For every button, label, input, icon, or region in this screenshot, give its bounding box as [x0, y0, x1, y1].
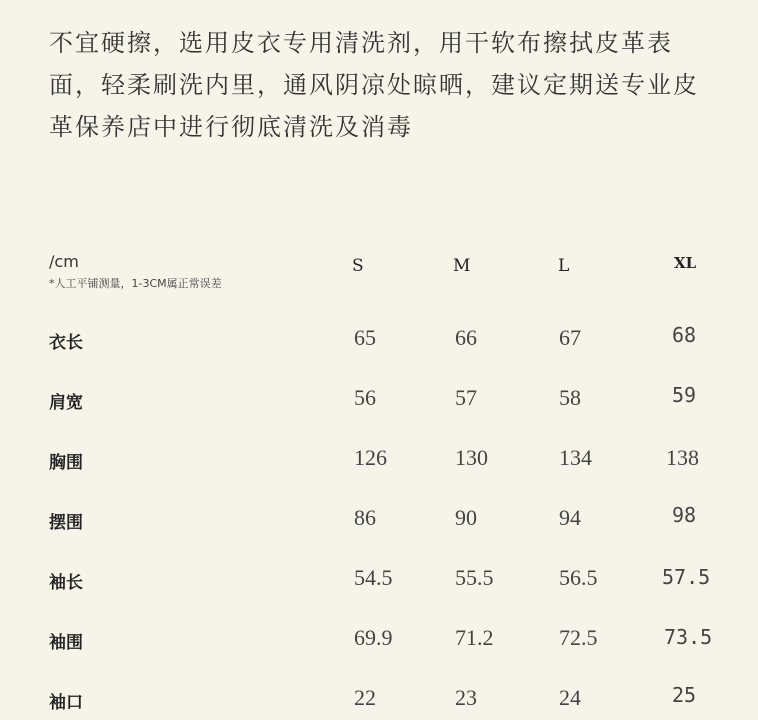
cell-chest-l: 134 [559, 445, 592, 470]
cell-sleeve-length-m: 55.5 [455, 565, 494, 590]
cell-sleeve-width-m: 71.2 [455, 625, 494, 650]
cell-cuff-l: 24 [559, 685, 581, 710]
cell-length-xl: 68 [672, 323, 697, 347]
cell-shoulder-m: 57 [455, 385, 477, 410]
cell-length-m: 66 [455, 325, 477, 350]
row-label-shoulder: 肩宽 [49, 393, 83, 413]
row-label-sleeve-width: 袖围 [49, 633, 83, 653]
cell-sleeve-length-s: 54.5 [354, 565, 393, 590]
row-label-hem: 摆围 [49, 513, 83, 533]
size-header-s: S [352, 256, 364, 276]
cell-chest-s: 126 [354, 445, 387, 470]
care-instructions [49, 22, 729, 148]
cell-cuff-xl: 25 [672, 683, 697, 707]
cell-chest-m: 130 [455, 445, 488, 470]
unit-label: /cm [49, 252, 79, 271]
cell-chest-xl: 138 [666, 445, 699, 470]
cell-hem-l: 94 [559, 505, 581, 530]
cell-sleeve-length-l: 56.5 [559, 565, 598, 590]
cell-sleeve-width-xl: 73.5 [664, 625, 713, 649]
care-line-2: 面，轻柔刷洗内里，通风阴凉处晾晒，建议定期送专业皮 [49, 71, 699, 99]
row-label-length: 衣长 [49, 333, 83, 353]
cell-hem-xl: 98 [672, 503, 697, 527]
cell-sleeve-width-s: 69.9 [354, 625, 393, 650]
cell-shoulder-s: 56 [354, 385, 376, 410]
size-header-m: M [453, 256, 471, 276]
measurement-note: *人工平铺测量，1-3CM属正常误差 [49, 277, 222, 290]
cell-cuff-m: 23 [455, 685, 477, 710]
cell-sleeve-length-xl: 57.5 [662, 565, 711, 589]
cell-hem-s: 86 [354, 505, 376, 530]
size-header-xl: XL [674, 254, 697, 272]
cell-sleeve-width-l: 72.5 [559, 625, 598, 650]
cell-length-l: 67 [559, 325, 581, 350]
row-label-chest: 胸围 [49, 453, 83, 473]
row-label-sleeve-length: 袖长 [49, 573, 83, 593]
size-header-l: L [558, 256, 570, 276]
row-label-cuff: 袖口 [49, 693, 83, 713]
cell-shoulder-l: 58 [559, 385, 581, 410]
care-line-3: 革保养店中进行彻底清洗及消毒 [49, 113, 413, 141]
cell-cuff-s: 22 [354, 685, 376, 710]
cell-shoulder-xl: 59 [672, 383, 697, 407]
cell-length-s: 65 [354, 325, 376, 350]
cell-hem-m: 90 [455, 505, 477, 530]
care-line-1: 不宜硬擦，选用皮衣专用清洗剂，用干软布擦拭皮革表 [49, 29, 673, 57]
